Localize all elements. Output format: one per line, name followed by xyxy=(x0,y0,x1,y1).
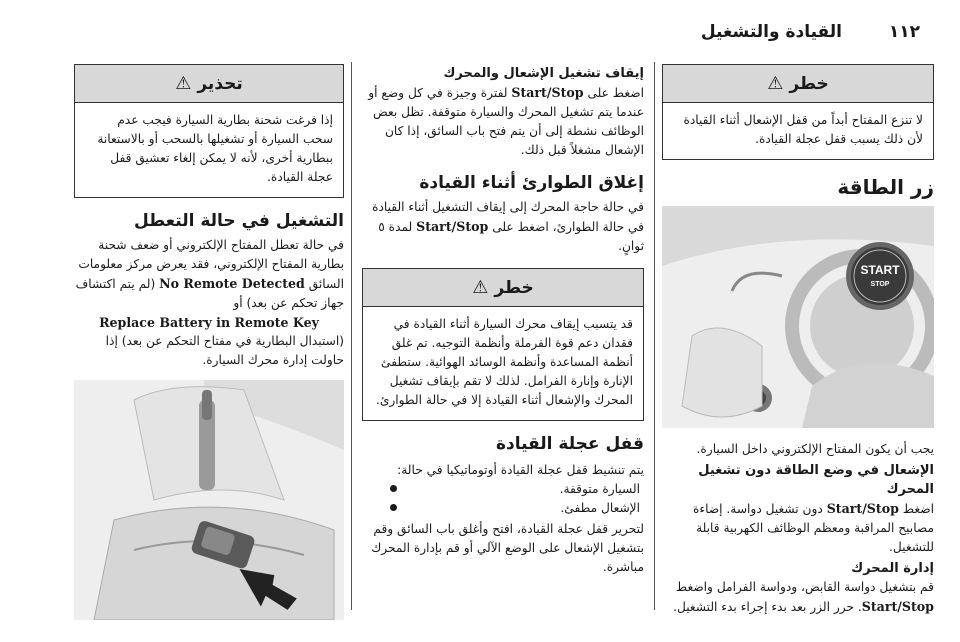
list-item-text: الإشعال مطفئ. xyxy=(560,501,640,515)
steering-lock-text: يتم تنشيط قفل عجلة القيادة أوتوماتيكيا في حالة: xyxy=(397,463,644,477)
warning-triangle-icon: ⚠ xyxy=(472,277,489,298)
key-slot-illustration xyxy=(74,380,344,620)
text-fragment: دون تشغيل دواسة. إضاءة مصابيح المراقبة ومعظم الوظائف الكهربية قابلة للتشغيل. xyxy=(692,502,934,554)
list-item xyxy=(362,499,644,518)
stop-button-label: STOP xyxy=(870,281,890,288)
danger-box-text: لا تنزع المفتاح أبداً من قفل الإشعال أثناء القيادة لأن ذلك يسبب قفل عجلة القيادة. xyxy=(683,113,923,146)
danger-box-title: خطر xyxy=(494,277,534,298)
subheading-accessory-mode: الإشعال في وضع الطاقة دون تشغيل المحرك xyxy=(698,463,934,497)
start-stop-code: Start/Stop xyxy=(861,599,934,614)
key-slot-figure xyxy=(74,380,344,620)
text-fragment: (استبدال البطارية في مفتاح التحكم عن بعد) إذا حاولت إدارة محرك السيارة. xyxy=(105,334,344,367)
danger-box-text: قد يتسبب إيقاف محرك السيارة أثناء القيادة في فقدان دعم قوة الفرملة وأنظمة التوجيه. تم غلق أنظمة المساعدة وأنظمة الوسائد الهوائية. ستطفئ الإنارة وإنارة الفرامل. لذلك لا تقم بإيقاف تشغيل المحرك والإشعال أثناء القيادة إلا في حالة الطوارئ. xyxy=(375,317,633,407)
column-divider-left xyxy=(351,62,352,610)
text-fragment: (لم يتم اكتشاف جهاز تحكم عن بعد) أو xyxy=(75,277,344,310)
danger-box-title: خطر xyxy=(789,73,829,94)
bullet-dot-icon xyxy=(390,504,397,511)
text-fragment: لفترة وجيزة في كل وضع أو عندما يتم تشغيل المحرك والسيارة متوقفة. تظل بعض الوظائف نشطة إلى أن يتم فتح باب السائق، إذا كان الإشعال مشغلاً قبل ذلك. xyxy=(368,86,644,157)
danger-box-emergency xyxy=(362,268,644,421)
danger-box xyxy=(662,64,934,160)
start-stop-code: Start/Stop xyxy=(826,501,899,516)
section-title-power-button: زر الطاقة xyxy=(837,175,934,199)
caution-box-text: إذا فرغت شحنة بطارية السيارة فيجب عدم سحب السيارة أو تشغيلها بالسحب أو بالاستعانة ببطارية أخرى، لأنه لا يمكن إلغاء تعشيق قفل عجلة القيادة. xyxy=(97,113,333,184)
page-number: ١١٢ xyxy=(888,22,920,42)
start-stop-code: Start/Stop xyxy=(416,219,489,234)
list-item-text: السيارة متوقفة. xyxy=(559,482,640,496)
start-stop-code: Start/Stop xyxy=(511,85,584,100)
caution-box xyxy=(74,64,344,198)
replace-battery-message: Replace Battery in Remote Key xyxy=(99,315,319,330)
heading-steering-lock: قفل عجلة القيادة xyxy=(495,434,644,454)
dashboard-illustration xyxy=(662,206,934,428)
subheading-start-engine: إدارة المحرك xyxy=(851,561,934,576)
chapter-title: القيادة والتشغيل xyxy=(700,22,842,42)
text-fragment: في حالة تعطل المفتاح الإلكتروني أو ضعف شحنة بطارية المفتاح الإلكتروني، فقد يعرض مركز معلومات السائق xyxy=(78,238,344,291)
bullet-dot-icon xyxy=(390,485,397,492)
left-column xyxy=(74,64,344,620)
text-fragment: اضغط xyxy=(898,502,934,516)
warning-triangle-icon: ⚠ xyxy=(175,73,192,94)
steering-lock-conditions xyxy=(362,480,644,518)
power-button-figure xyxy=(662,206,934,428)
warning-triangle-icon: ⚠ xyxy=(767,73,784,94)
accessory-mode-text xyxy=(662,499,934,557)
page-header xyxy=(40,22,920,46)
text-fragment: في حالة حاجة المحرك إلى إيقاف التشغيل أثناء القيادة في حالة الطوارئ، اضغط على xyxy=(372,200,644,234)
emergency-shutoff-text xyxy=(362,198,644,256)
subheading-switch-off: إيقاف تشغيل الإشعال والمحرك xyxy=(443,66,644,81)
danger-box-header xyxy=(663,65,933,103)
list-item xyxy=(362,480,644,499)
column-divider-right xyxy=(654,62,655,610)
switch-off-text xyxy=(362,83,644,160)
steering-lock-release-text: لتحرير قفل عجلة القيادة، افتح وأغلق باب السائق وقم بتشغيل الإشعال على الوضع الآلي أو قم بإدارة المحرك مباشرة. xyxy=(371,522,644,574)
electronic-key-note: يجب أن يكون المفتاح الإلكتروني داخل السيارة. xyxy=(696,442,934,456)
fault-operation-text xyxy=(74,236,344,370)
text-fragment: . حرر الزر بعد بدء إجراء بدء التشغيل. xyxy=(673,600,862,614)
no-remote-detected-message: No Remote Detected xyxy=(159,276,305,291)
heading-emergency-shutoff: إغلاق الطوارئ أثناء القيادة xyxy=(419,173,644,193)
caution-box-title: تحذير xyxy=(197,73,243,94)
right-column xyxy=(662,64,934,617)
middle-column xyxy=(362,64,644,577)
caution-box-header xyxy=(75,65,343,103)
text-fragment: قم بتشغيل دواسة القابض، ودواسة الفرامل واضغط xyxy=(675,580,934,594)
text-fragment: لمدة ٥ ثوانٍ. xyxy=(378,220,644,253)
start-button-label: START xyxy=(860,263,900,277)
danger-box-header xyxy=(363,269,643,307)
heading-fault-operation: التشغيل في حالة التعطل xyxy=(133,211,344,231)
text-fragment: اضغط على xyxy=(583,86,644,100)
start-engine-text xyxy=(662,578,934,617)
